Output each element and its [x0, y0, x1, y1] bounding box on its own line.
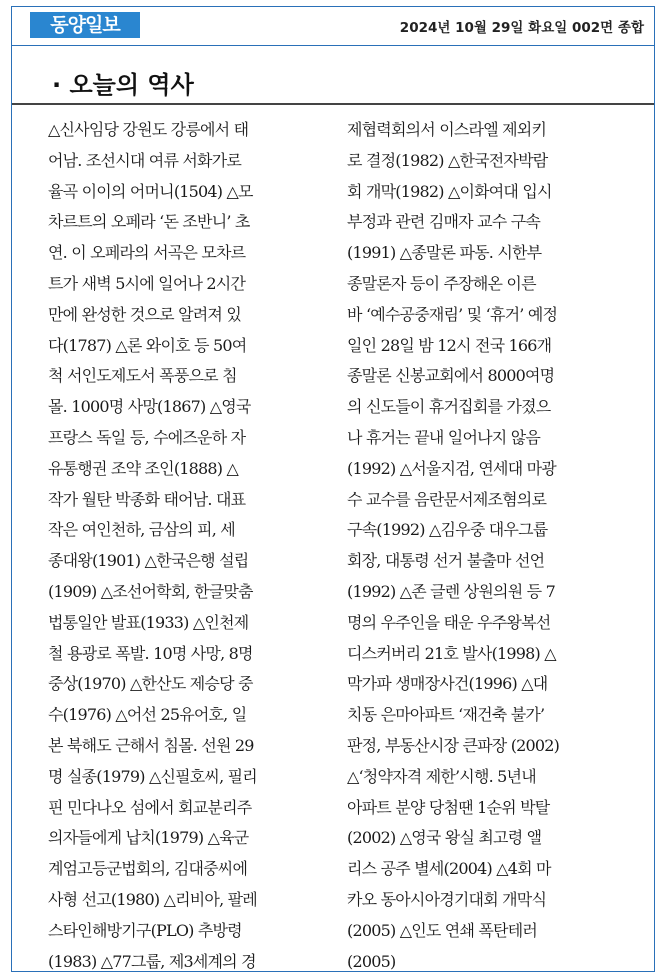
article-line: (1909) △조선어학회, 한글맞춤 — [48, 581, 253, 601]
article-line: 차르트의 오페라 ‘돈 조반니’ 초 — [48, 212, 250, 232]
article-line: 작가 월탄 박종화 태어남. 대표 — [48, 489, 246, 509]
article-line: 나 휴거는 끝내 일어나지 않음 — [347, 427, 541, 447]
newspaper-clipping — [11, 6, 655, 972]
article-line: 구속(1992) △김우중 대우그룹 — [347, 520, 548, 540]
article-line: 카오 동아시아경기대회 개막식 — [347, 889, 547, 909]
article-line: 리스 공주 별세(2004) △4회 마 — [347, 859, 551, 879]
article-line: 철 용광로 폭발. 10명 사망, 8명 — [48, 643, 253, 663]
article-line: 연. 이 오페라의 서곡은 모차르 — [48, 243, 246, 263]
article-line: 만에 완성한 것으로 알려져 있 — [48, 304, 242, 324]
article-line: 치동 은마아파트 ‘재건축 불가’ — [347, 705, 545, 725]
article-line: 다(1787) △론 와이호 등 50여 — [48, 335, 247, 355]
article-line: 법통일안 발표(1933) △인천제 — [48, 612, 249, 632]
article-line: 수(1976) △어선 25유어호, 일 — [48, 705, 247, 725]
article-line: (1992) △존 글렌 상원의원 등 7 — [347, 581, 555, 601]
article-line: 핀 민다나오 섬에서 회교분리주 — [48, 797, 252, 817]
title-rule — [12, 103, 654, 105]
article-line: 스타인해방기구(PLO) 추방령 — [48, 920, 242, 940]
article-line: 명 실종(1979) △신필호씨, 필리 — [48, 766, 257, 786]
article-line: 바 ‘예수공중재림’ 및 ‘휴거’ 예정 — [347, 304, 558, 324]
article-line: (2002) △영국 왕실 최고령 앨 — [347, 828, 542, 848]
article-line: (1983) △77그룹, 제3세계의 경 — [48, 951, 256, 971]
article-line: 프랑스 독일 등, 수에즈운하 자 — [48, 427, 246, 447]
article-line: 아파트 분양 당첨땐 1순위 박탈 — [347, 797, 550, 817]
article-line: 종말론자 등이 주장해온 이른 — [347, 273, 536, 293]
article-line: 막가파 생매장사건(1996) △대 — [347, 674, 548, 694]
article-line: 의자들에게 납치(1979) △육군 — [48, 828, 249, 848]
article-line: 회장, 대통령 선거 불출마 선언 — [347, 551, 545, 571]
article-line: 의 신도들이 휴거집회를 가졌으 — [347, 397, 551, 417]
article-line: 종대왕(1901) △한국은행 설립 — [48, 551, 249, 571]
section-title: · 오늘의 역사 — [52, 71, 194, 99]
article-line: 일인 28일 밤 12시 전국 166개 — [347, 335, 552, 355]
article-line: △신사임당 강원도 강릉에서 태 — [48, 120, 249, 139]
article-line: 율곡 이이의 어머니(1504) △모 — [48, 181, 253, 201]
masthead — [12, 7, 654, 46]
article-line: 회 개막(1982) △이화여대 입시 — [347, 181, 552, 201]
article-line: 종말론 신봉교회에서 8000여명 — [347, 366, 555, 386]
article-line: 트가 새벽 5시에 일어나 2시간 — [48, 273, 246, 293]
article-line: 로 결정(1982) △한국전자박람 — [347, 150, 548, 170]
article-line: 디스커버리 21호 발사(1998) △ — [347, 643, 556, 663]
article-line: 유통행권 조약 조인(1888) △ — [48, 458, 239, 478]
article-column-right — [347, 115, 637, 977]
article-line: 몰. 1000명 사망(1867) △영국 — [48, 397, 251, 417]
article-line: 어남. 조선시대 여류 서화가로 — [48, 150, 242, 170]
issue-dateline: 2024년 10월 29일 화요일 002면 종합 — [399, 20, 644, 36]
article-line: (1991) △종말론 파동. 시한부 — [347, 243, 542, 263]
article-line: 사형 선고(1980) △리비아, 팔레 — [48, 889, 257, 909]
article-column-left — [48, 115, 338, 977]
article-line: 수 교수를 음란문서제조혐의로 — [347, 489, 547, 509]
article-line: 부정과 관련 김매자 교수 구속 — [347, 212, 541, 232]
article-line: △‘청약자격 제한’시행. 5년내 — [347, 766, 536, 786]
article-line: 판정, 부동산시장 큰파장 (2002) — [347, 735, 560, 755]
article-line: 척 서인도제도서 폭풍으로 침 — [48, 366, 237, 386]
newspaper-logo: 동양일보 — [30, 12, 140, 38]
article-line: 제협력회의서 이스라엘 제외키 — [347, 120, 547, 139]
article-line: 중상(1970) △한산도 제승당 중 — [48, 674, 253, 694]
article-line: 계엄고등군법회의, 김대중씨에 — [48, 859, 248, 879]
article-line: 명의 우주인을 태운 우주왕복선 — [347, 612, 551, 632]
article-line: (2005) △인도 연쇄 폭탄테러 — [347, 920, 538, 940]
article-line: 작은 여인천하, 금삼의 피, 세 — [48, 520, 235, 540]
article-line: 본 북해도 근해서 침몰. 선원 29 — [48, 735, 254, 755]
article-line: (2005) — [347, 951, 396, 971]
article-line: (1992) △서울지검, 연세대 마광 — [347, 458, 556, 478]
